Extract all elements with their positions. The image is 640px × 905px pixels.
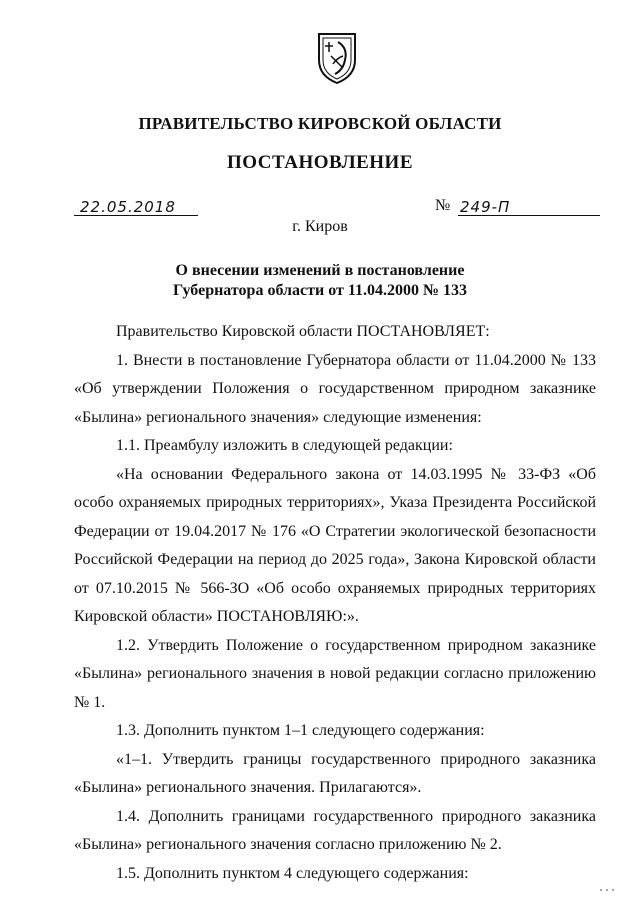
body-paragraph: «На основании Федерального закона от 14.03.1995 № 33-ФЗ «Об особо охраняемых природных территориях», Указа Президента Российской Федерации от 19.04.2017 № 176 «О Стратегии экологической безопасности Российской Федерации на период до 2025 года», Закона Кировской области от 07.10.2015 № 566-ЗО «Об особо охраняемых природных территориях Кировской области» ПОСТАНОВЛЯЮ:». bbox=[74, 465, 596, 625]
number-label: № bbox=[435, 197, 451, 214]
document-subject bbox=[0, 261, 640, 301]
body-paragraph: 1.4. Дополнить границами государственного природного заказника «Былина» регионального значения согласно приложению № 2. bbox=[74, 807, 596, 853]
document-body bbox=[74, 318, 596, 888]
body-paragraph: 1.2. Утвердить Положение о государственном природном заказнике «Былина» регионального значения в новой редакции согласно приложению № 1. bbox=[74, 636, 596, 711]
coat-of-arms-icon bbox=[313, 30, 361, 86]
body-paragraph: 1.5. Дополнить пунктом 4 следующего содержания: bbox=[116, 864, 469, 882]
body-paragraph: 1.1. Преамбулу изложить в следующей редакции: bbox=[116, 437, 453, 454]
body-paragraph: 1. Внести в постановление Губернатора области от 11.04.2000 № 133 «Об утверждении Положения о государственном природном заказнике «Былина» регионального значения» следующие изменения: bbox=[74, 351, 596, 426]
body-paragraph: 1.3. Дополнить пунктом 1–1 следующего содержания: bbox=[116, 722, 485, 739]
organization-title: ПРАВИТЕЛЬСТВО КИРОВСКОЙ ОБЛАСТИ bbox=[138, 114, 502, 133]
subject-line: Губернатора области от 11.04.2000 № 133 bbox=[172, 282, 468, 299]
document-date: 22.05.2018 bbox=[74, 199, 198, 216]
body-paragraph: «1–1. Утвердить границы государственного природного заказника «Былина» регионального значения. Прилагаются». bbox=[74, 750, 596, 796]
subject-line: О внесении изменений в постановление bbox=[175, 262, 465, 279]
city-line: г. Киров bbox=[292, 218, 348, 235]
document-type: ПОСТАНОВЛЕНИЕ bbox=[226, 152, 414, 173]
body-paragraph: Правительство Кировской области ПОСТАНОВЛЯЕТ: bbox=[116, 323, 490, 340]
scan-mark-icon bbox=[598, 887, 618, 893]
document-number: 249-П bbox=[458, 199, 600, 216]
